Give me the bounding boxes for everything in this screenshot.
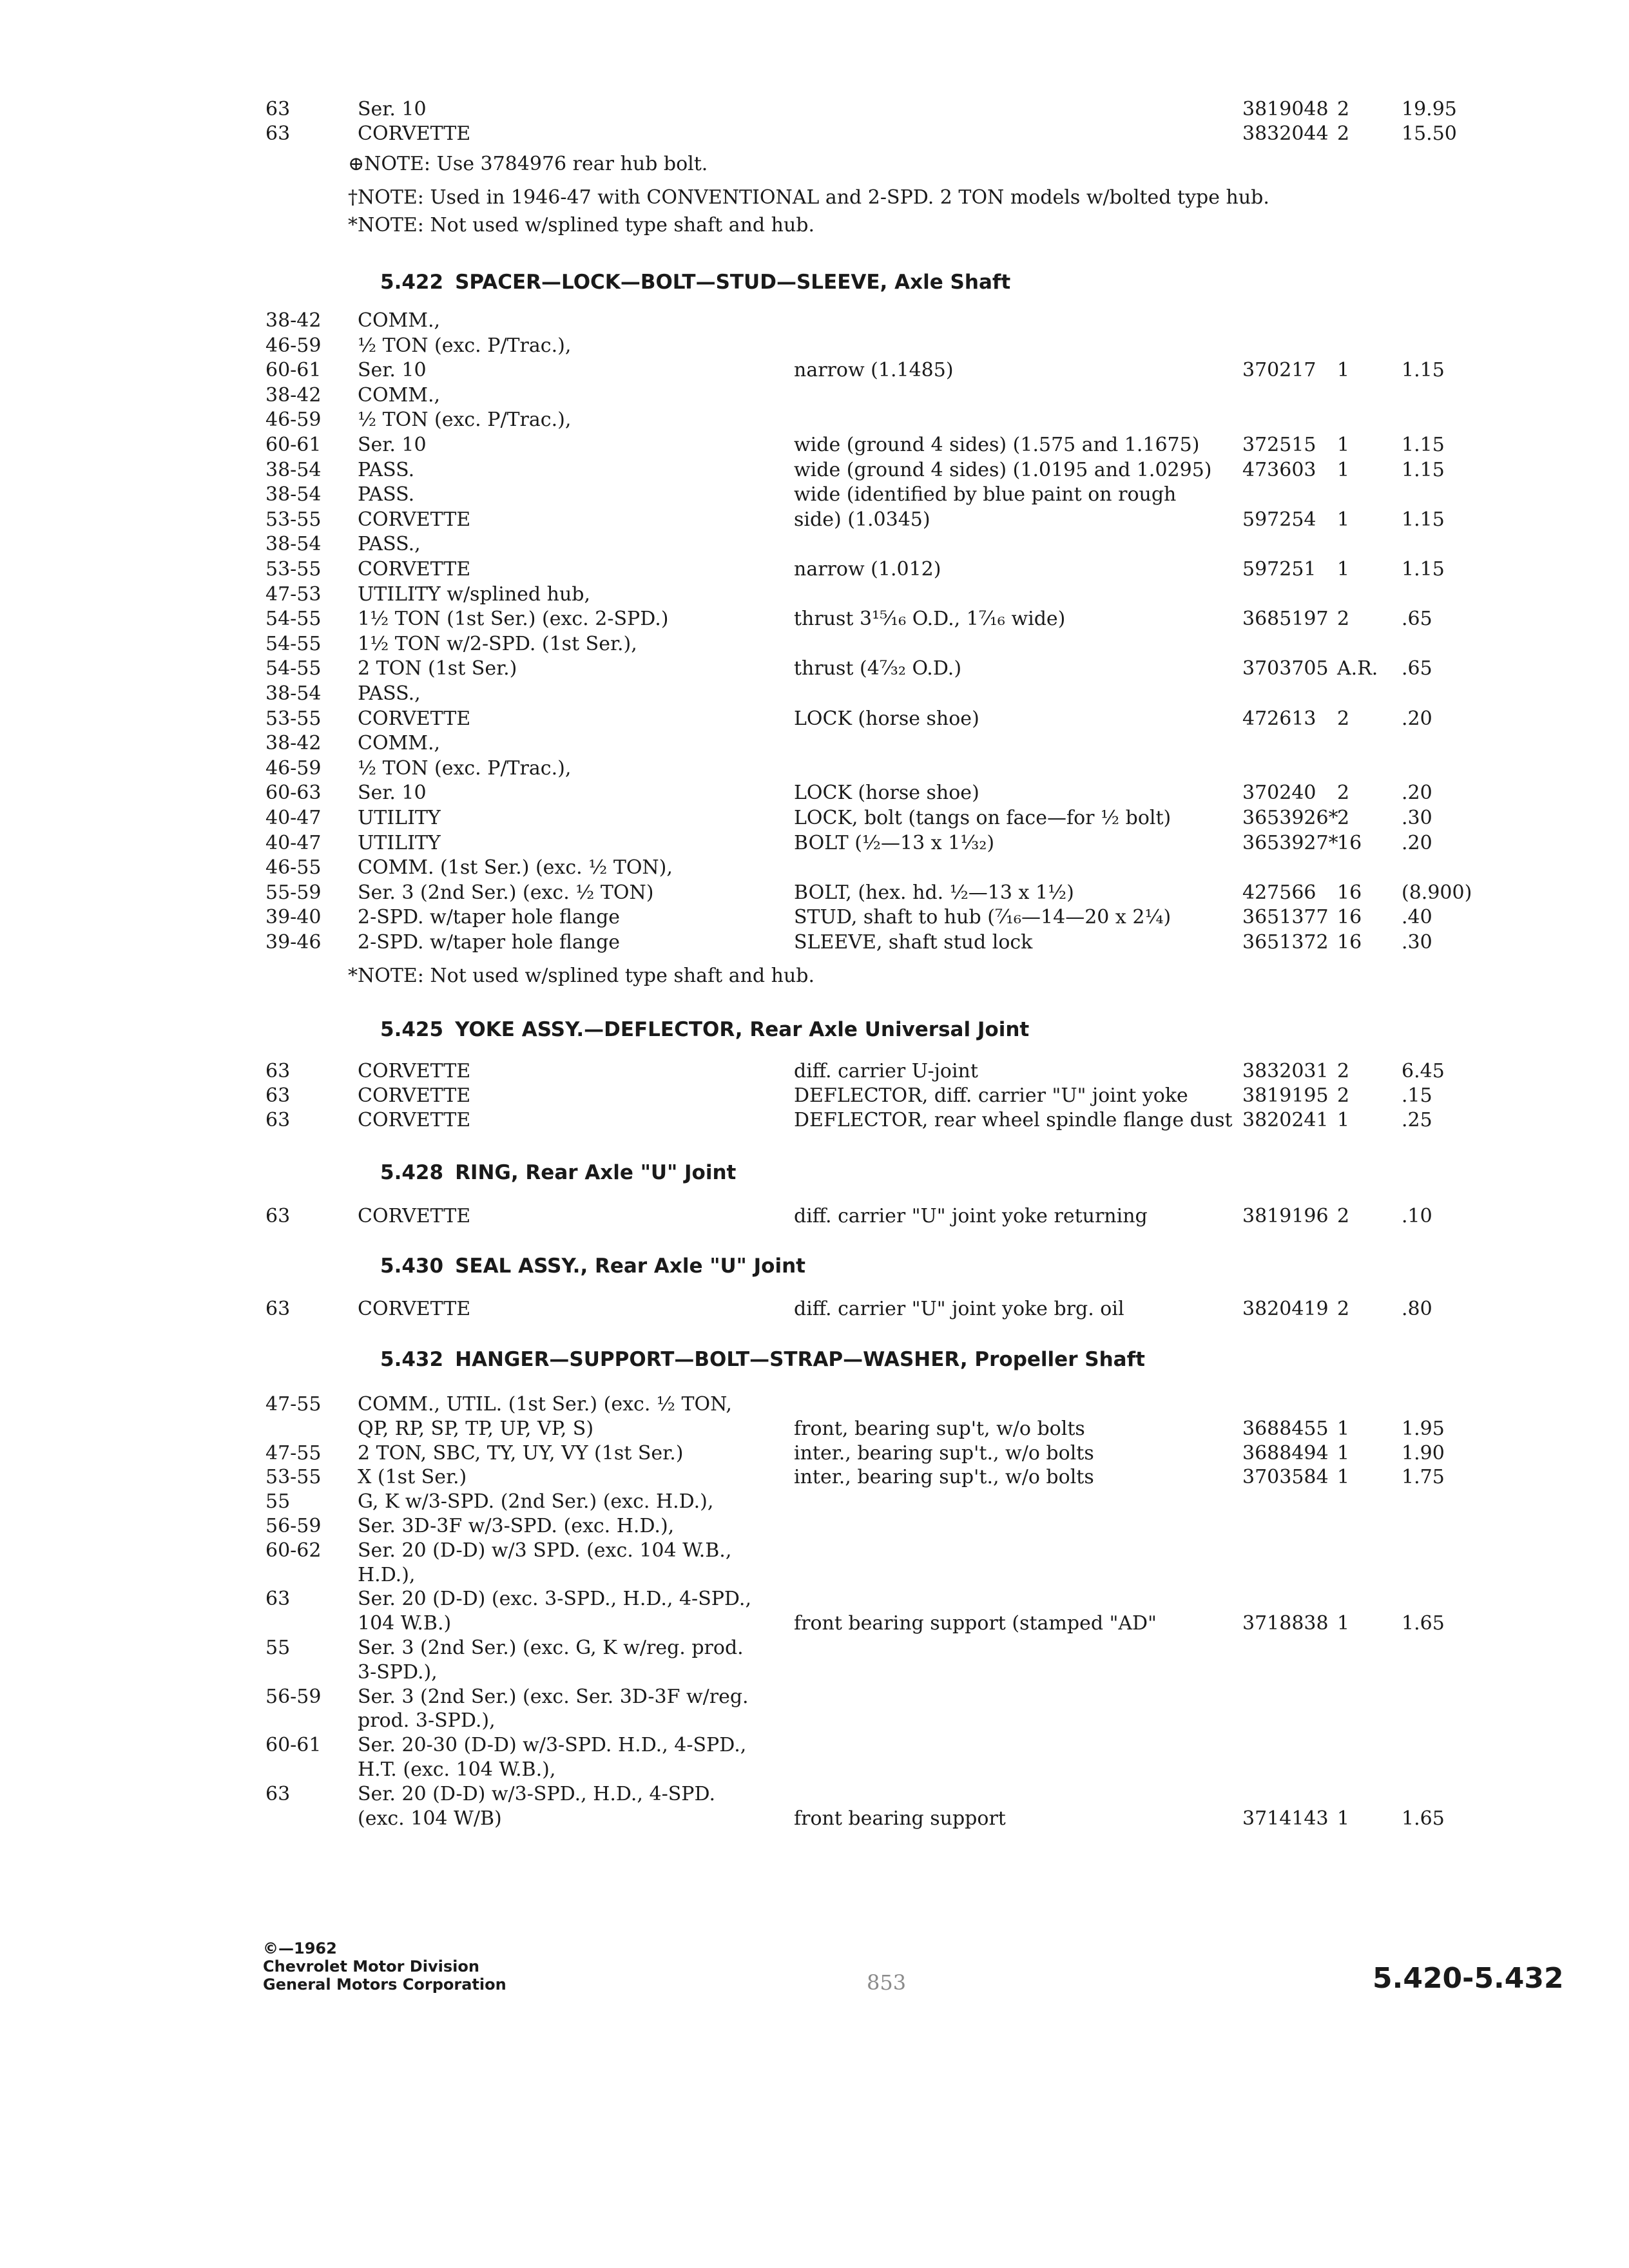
hub-bolt-note: ⊕NOTE: Use 3784976 rear hub bolt. bbox=[348, 153, 708, 175]
quantity-cell: 2 bbox=[1337, 122, 1350, 145]
application-cell: Ser. 20 (D-D) (exc. 3-SPD., H.D., 4-SPD., bbox=[358, 1588, 751, 1611]
year-cell: 40-47 bbox=[265, 831, 322, 854]
part-number-cell: 372515 bbox=[1242, 434, 1316, 456]
table-row bbox=[0, 1296, 1432, 1325]
division-name: Chevrolet Motor Division bbox=[263, 1957, 479, 1975]
part-number-cell: 3819195 bbox=[1242, 1084, 1329, 1107]
section-range: 5.420-5.432 bbox=[1373, 1962, 1564, 1995]
application-cell: 2 TON (1st Ser.) bbox=[358, 657, 517, 680]
price-cell: 1.75 bbox=[1402, 1466, 1445, 1489]
table-row bbox=[0, 681, 1353, 709]
year-cell: 54-55 bbox=[265, 632, 322, 655]
table-row bbox=[0, 780, 1432, 809]
price-cell: 1.65 bbox=[1402, 1807, 1445, 1830]
year-cell: 55-59 bbox=[265, 881, 322, 904]
year-cell: 56-59 bbox=[265, 1685, 322, 1708]
table-row bbox=[0, 880, 1472, 908]
quantity-cell: 16 bbox=[1337, 931, 1362, 954]
application-cell: H.D.), bbox=[358, 1563, 416, 1586]
year-cell: 53-55 bbox=[265, 1466, 322, 1489]
application-cell: COMM. (1st Ser.) (exc. ½ TON), bbox=[358, 856, 673, 879]
table-row bbox=[0, 358, 1445, 386]
section-title: SPACER—LOCK—BOLT—STUD—SLEEVE, Axle Shaft bbox=[455, 271, 1011, 294]
table-row bbox=[0, 333, 1353, 361]
table-row bbox=[0, 308, 1353, 336]
table-row bbox=[0, 121, 1457, 149]
section-title: YOKE ASSY.—DEFLECTOR, Rear Axle Universal Joint bbox=[455, 1018, 1030, 1041]
description-cell: narrow (1.1485) bbox=[794, 359, 954, 382]
application-cell: COMM., bbox=[358, 309, 441, 332]
application-cell: (exc. 104 W/B) bbox=[358, 1807, 502, 1830]
splined-note: *NOTE: Not used w/splined type shaft and hub. bbox=[348, 214, 815, 236]
table-row bbox=[0, 1108, 1432, 1136]
year-cell: 54-55 bbox=[265, 608, 322, 631]
application-cell: UTILITY bbox=[358, 831, 441, 854]
quantity-cell: 1 bbox=[1337, 508, 1350, 531]
year-cell: 60-63 bbox=[265, 782, 322, 805]
table-row bbox=[0, 407, 1353, 436]
table-row bbox=[0, 656, 1432, 684]
year-cell: 38-54 bbox=[265, 682, 322, 705]
section-heading-5-425 bbox=[380, 1017, 1029, 1043]
part-number-cell: 3651372 bbox=[1242, 931, 1329, 954]
description-cell: front bearing support (stamped "AD" bbox=[794, 1612, 1157, 1635]
quantity-cell: 1 bbox=[1337, 1466, 1350, 1489]
quantity-cell: 2 bbox=[1337, 782, 1350, 805]
part-number-cell: 3653927* bbox=[1242, 831, 1338, 854]
table-row bbox=[0, 1806, 1445, 1834]
application-cell: 2-SPD. w/taper hole flange bbox=[358, 931, 621, 954]
description-cell: LOCK, bolt (tangs on face—for ½ bolt) bbox=[794, 807, 1171, 829]
quantity-cell: 1 bbox=[1337, 1807, 1350, 1830]
page-number: 853 bbox=[867, 1970, 907, 1995]
year-cell: 39-40 bbox=[265, 906, 322, 929]
year-cell: 60-62 bbox=[265, 1539, 322, 1562]
section-number: 5.430 bbox=[380, 1254, 444, 1278]
conventional-note: †NOTE: Used in 1946-47 with CONVENTIONAL and 2-SPD. 2 TON models w/bolted type hub. bbox=[348, 186, 1269, 209]
year-cell: 39-46 bbox=[265, 931, 322, 954]
year-cell: 63 bbox=[265, 1205, 291, 1227]
year-cell: 54-55 bbox=[265, 657, 322, 680]
part-number-cell: 3718838 bbox=[1242, 1612, 1329, 1635]
price-cell: .40 bbox=[1402, 906, 1432, 929]
year-cell: 38-42 bbox=[265, 732, 322, 755]
application-cell: Ser. 3 (2nd Ser.) (exc. Ser. 3D-3F w/reg. bbox=[358, 1685, 749, 1708]
price-cell: .30 bbox=[1402, 807, 1432, 829]
quantity-cell: 2 bbox=[1337, 1060, 1350, 1082]
application-cell: CORVETTE bbox=[358, 508, 471, 531]
section-heading-5-432 bbox=[380, 1347, 1145, 1372]
description-cell: thrust 3¹⁵⁄₁₆ O.D., 1⁷⁄₁₆ wide) bbox=[794, 608, 1066, 631]
year-cell: 63 bbox=[265, 1298, 291, 1320]
application-cell: ½ TON (exc. P/Trac.), bbox=[358, 334, 572, 357]
quantity-cell: 2 bbox=[1337, 98, 1350, 120]
part-number-cell: 597254 bbox=[1242, 508, 1316, 531]
application-cell: ½ TON (exc. P/Trac.), bbox=[358, 408, 572, 432]
quantity-cell: 16 bbox=[1337, 906, 1362, 929]
price-cell: 1.15 bbox=[1402, 558, 1445, 581]
year-cell: 46-59 bbox=[265, 408, 322, 432]
description-cell: narrow (1.012) bbox=[794, 558, 941, 581]
year-cell: 60-61 bbox=[265, 1734, 322, 1757]
table-row bbox=[0, 805, 1432, 834]
section-number: 5.428 bbox=[380, 1161, 444, 1184]
quantity-cell: 2 bbox=[1337, 1084, 1350, 1107]
application-cell: Ser. 10 bbox=[358, 359, 427, 382]
quantity-cell: 1 bbox=[1337, 1441, 1350, 1465]
year-cell: 38-54 bbox=[265, 458, 322, 481]
description-cell: STUD, shaft to hub (⁷⁄₁₆—14—20 x 2¼) bbox=[794, 906, 1171, 929]
application-cell: Ser. 10 bbox=[358, 782, 427, 805]
price-cell: .15 bbox=[1402, 1084, 1432, 1107]
description-cell: inter., bearing sup't., w/o bolts bbox=[794, 1441, 1094, 1465]
section-number: 5.432 bbox=[380, 1348, 444, 1371]
part-number-cell: 3651377 bbox=[1242, 906, 1329, 929]
table-row bbox=[0, 482, 1353, 510]
year-cell: 63 bbox=[265, 1084, 291, 1107]
table-row bbox=[0, 930, 1432, 958]
part-number-cell: 3819196 bbox=[1242, 1205, 1329, 1227]
table-row bbox=[0, 905, 1432, 933]
quantity-cell: A.R. bbox=[1337, 657, 1378, 680]
description-cell: front, bearing sup't, w/o bolts bbox=[794, 1417, 1085, 1440]
year-cell: 63 bbox=[265, 1782, 291, 1805]
quantity-cell: 2 bbox=[1337, 1298, 1350, 1320]
table-row bbox=[0, 756, 1353, 784]
year-cell: 60-61 bbox=[265, 434, 322, 456]
section-title: HANGER—SUPPORT—BOLT—STRAP—WASHER, Propeller Shaft bbox=[455, 1348, 1145, 1371]
description-cell: DEFLECTOR, diff. carrier "U" joint yoke bbox=[794, 1084, 1188, 1107]
description-cell: wide (identified by blue paint on rough bbox=[794, 483, 1177, 506]
part-number-cell: 427566 bbox=[1242, 881, 1316, 904]
section-number: 5.422 bbox=[380, 271, 444, 294]
section-heading-5-430 bbox=[380, 1253, 805, 1279]
part-number-cell: 370217 bbox=[1242, 359, 1316, 382]
application-cell: prod. 3-SPD.), bbox=[358, 1709, 496, 1733]
year-cell: 63 bbox=[265, 1109, 291, 1131]
part-number-cell: 3688494 bbox=[1242, 1441, 1329, 1465]
part-number-cell: 473603 bbox=[1242, 458, 1316, 481]
price-cell: .80 bbox=[1402, 1298, 1432, 1320]
application-cell: Ser. 20 (D-D) w/3 SPD. (exc. 104 W.B., bbox=[358, 1539, 732, 1562]
description-cell: BOLT (½—13 x 1¹⁄₃₂) bbox=[794, 831, 995, 854]
description-cell: LOCK (horse shoe) bbox=[794, 782, 979, 805]
application-cell: Ser. 10 bbox=[358, 98, 427, 120]
year-cell: 53-55 bbox=[265, 558, 322, 581]
section-number: 5.425 bbox=[380, 1018, 444, 1041]
copyright: ©—1962 bbox=[263, 1939, 337, 1957]
year-cell: 38-54 bbox=[265, 483, 322, 506]
description-cell: SLEEVE, shaft stud lock bbox=[794, 931, 1033, 954]
year-cell: 46-59 bbox=[265, 334, 322, 357]
description-cell: diff. carrier "U" joint yoke returning bbox=[794, 1205, 1148, 1227]
application-cell: 3-SPD.), bbox=[358, 1660, 438, 1684]
application-cell: COMM., bbox=[358, 383, 441, 407]
quantity-cell: 1 bbox=[1337, 458, 1350, 481]
year-cell: 53-55 bbox=[265, 508, 322, 531]
quantity-cell: 1 bbox=[1337, 434, 1350, 456]
year-cell: 38-54 bbox=[265, 533, 322, 556]
part-number-cell: 3820419 bbox=[1242, 1298, 1329, 1320]
application-cell: Ser. 20-30 (D-D) w/3-SPD. H.D., 4-SPD., bbox=[358, 1734, 747, 1757]
year-cell: 38-42 bbox=[265, 309, 322, 332]
quantity-cell: 2 bbox=[1337, 608, 1350, 631]
table-row bbox=[0, 432, 1445, 461]
quantity-cell: 1 bbox=[1337, 1109, 1350, 1131]
quantity-cell: 2 bbox=[1337, 1205, 1350, 1227]
price-cell: 1.15 bbox=[1402, 359, 1445, 382]
application-cell: PASS., bbox=[358, 682, 421, 705]
application-cell: 2-SPD. w/taper hole flange bbox=[358, 906, 621, 929]
part-number-cell: 3653926* bbox=[1242, 807, 1338, 829]
table-row bbox=[0, 532, 1353, 560]
application-cell: UTILITY bbox=[358, 807, 441, 829]
application-cell: UTILITY w/splined hub, bbox=[358, 582, 591, 606]
year-cell: 63 bbox=[265, 1060, 291, 1082]
section-note: *NOTE: Not used w/splined type shaft and hub. bbox=[348, 965, 815, 987]
description-cell: BOLT, (hex. hd. ½—13 x 1½) bbox=[794, 881, 1074, 904]
year-cell: 63 bbox=[265, 98, 291, 120]
description-cell: wide (ground 4 sides) (1.575 and 1.1675) bbox=[794, 434, 1200, 456]
price-cell: 1.15 bbox=[1402, 508, 1445, 531]
application-cell: Ser. 10 bbox=[358, 434, 427, 456]
section-heading-5-422 bbox=[380, 269, 1010, 295]
price-cell: .30 bbox=[1402, 931, 1432, 954]
application-cell: CORVETTE bbox=[358, 1060, 471, 1082]
application-cell: 1½ TON w/2-SPD. (1st Ser.), bbox=[358, 632, 637, 655]
application-cell: CORVETTE bbox=[358, 1109, 471, 1131]
year-cell: 53-55 bbox=[265, 707, 322, 730]
description-cell: diff. carrier "U" joint yoke brg. oil bbox=[794, 1298, 1124, 1320]
application-cell: CORVETTE bbox=[358, 1298, 471, 1320]
price-cell: 1.15 bbox=[1402, 458, 1445, 481]
application-cell: 104 W.B.) bbox=[358, 1612, 452, 1635]
quantity-cell: 2 bbox=[1337, 707, 1350, 730]
table-row bbox=[0, 831, 1432, 859]
price-cell: 1.90 bbox=[1402, 1441, 1445, 1465]
description-cell: LOCK (horse shoe) bbox=[794, 707, 979, 730]
application-cell: Ser. 3 (2nd Ser.) (exc. G, K w/reg. prod. bbox=[358, 1637, 744, 1659]
price-cell: .20 bbox=[1402, 707, 1432, 730]
part-number-cell: 3714143 bbox=[1242, 1807, 1329, 1830]
price-cell: .25 bbox=[1402, 1109, 1432, 1131]
application-cell: Ser. 3D-3F w/3-SPD. (exc. H.D.), bbox=[358, 1515, 675, 1537]
price-cell: .20 bbox=[1402, 782, 1432, 805]
part-number-cell: 3832031 bbox=[1242, 1060, 1329, 1082]
price-cell: (8.900) bbox=[1402, 881, 1472, 904]
price-cell: .10 bbox=[1402, 1205, 1432, 1227]
part-number-cell: 3685197 bbox=[1242, 608, 1329, 631]
application-cell: COMM., UTIL. (1st Ser.) (exc. ½ TON, bbox=[358, 1393, 732, 1416]
price-cell: 1.15 bbox=[1402, 434, 1445, 456]
year-cell: 55 bbox=[265, 1490, 291, 1514]
table-row bbox=[0, 383, 1353, 411]
year-cell: 47-55 bbox=[265, 1441, 322, 1465]
part-number-cell: 597251 bbox=[1242, 558, 1316, 581]
price-cell: .65 bbox=[1402, 657, 1432, 680]
description-cell: inter., bearing sup't., w/o bolts bbox=[794, 1466, 1094, 1489]
application-cell: CORVETTE bbox=[358, 1084, 471, 1107]
table-row bbox=[0, 507, 1445, 535]
price-cell: .65 bbox=[1402, 608, 1432, 631]
application-cell: CORVETTE bbox=[358, 122, 471, 145]
description-cell: side) (1.0345) bbox=[794, 508, 930, 531]
part-number-cell: 3703705 bbox=[1242, 657, 1329, 680]
year-cell: 63 bbox=[265, 1588, 291, 1611]
price-cell: 15.50 bbox=[1402, 122, 1457, 145]
application-cell: 2 TON, SBC, TY, UY, VY (1st Ser.) bbox=[358, 1441, 684, 1465]
quantity-cell: 16 bbox=[1337, 831, 1362, 854]
publisher-block bbox=[263, 1939, 506, 1994]
corporation-name: General Motors Corporation bbox=[263, 1975, 506, 1994]
section-title: RING, Rear Axle "U" Joint bbox=[455, 1161, 737, 1184]
part-number-cell: 3819048 bbox=[1242, 98, 1329, 120]
application-cell: ½ TON (exc. P/Trac.), bbox=[358, 756, 572, 780]
price-cell: 6.45 bbox=[1402, 1060, 1445, 1082]
year-cell: 46-59 bbox=[265, 756, 322, 780]
application-cell: PASS., bbox=[358, 533, 421, 556]
price-cell: 19.95 bbox=[1402, 98, 1457, 120]
table-row bbox=[0, 855, 1353, 883]
table-row bbox=[0, 731, 1353, 759]
price-cell: 1.95 bbox=[1402, 1417, 1445, 1440]
description-cell: DEFLECTOR, rear wheel spindle flange dust bbox=[794, 1109, 1233, 1131]
year-cell: 63 bbox=[265, 122, 291, 145]
quantity-cell: 1 bbox=[1337, 359, 1350, 382]
description-cell: wide (ground 4 sides) (1.0195 and 1.0295) bbox=[794, 458, 1212, 481]
year-cell: 46-55 bbox=[265, 856, 322, 879]
year-cell: 47-53 bbox=[265, 582, 322, 606]
application-cell: CORVETTE bbox=[358, 1205, 471, 1227]
application-cell: PASS. bbox=[358, 458, 415, 481]
application-cell: PASS. bbox=[358, 483, 415, 506]
application-cell: Ser. 20 (D-D) w/3-SPD., H.D., 4-SPD. bbox=[358, 1782, 715, 1805]
quantity-cell: 2 bbox=[1337, 807, 1350, 829]
application-cell: CORVETTE bbox=[358, 558, 471, 581]
part-number-cell: 3688455 bbox=[1242, 1417, 1329, 1440]
application-cell: COMM., bbox=[358, 732, 441, 755]
description-cell: diff. carrier U-joint bbox=[794, 1060, 978, 1082]
quantity-cell: 1 bbox=[1337, 558, 1350, 581]
section-title: SEAL ASSY., Rear Axle "U" Joint bbox=[455, 1254, 805, 1278]
part-number-cell: 472613 bbox=[1242, 707, 1316, 730]
application-cell: H.T. (exc. 104 W.B.), bbox=[358, 1758, 556, 1781]
application-cell: Ser. 3 (2nd Ser.) (exc. ½ TON) bbox=[358, 881, 654, 904]
description-cell: front bearing support bbox=[794, 1807, 1006, 1830]
year-cell: 47-55 bbox=[265, 1393, 322, 1416]
application-cell: CORVETTE bbox=[358, 707, 471, 730]
table-row bbox=[0, 606, 1432, 635]
table-row bbox=[0, 582, 1353, 610]
table-row bbox=[0, 1204, 1432, 1232]
price-cell: .20 bbox=[1402, 831, 1432, 854]
part-number-cell: 3832044 bbox=[1242, 122, 1329, 145]
application-cell: QP, RP, SP, TP, UP, VP, S) bbox=[358, 1417, 594, 1440]
part-number-cell: 370240 bbox=[1242, 782, 1316, 805]
part-number-cell: 3703584 bbox=[1242, 1466, 1329, 1489]
table-row bbox=[0, 457, 1445, 486]
section-heading-5-428 bbox=[380, 1160, 736, 1186]
price-cell: 1.65 bbox=[1402, 1612, 1445, 1635]
quantity-cell: 1 bbox=[1337, 1612, 1350, 1635]
quantity-cell: 16 bbox=[1337, 881, 1362, 904]
year-cell: 38-42 bbox=[265, 383, 322, 407]
application-cell: G, K w/3-SPD. (2nd Ser.) (exc. H.D.), bbox=[358, 1490, 714, 1514]
description-cell: thrust (4⁷⁄₃₂ O.D.) bbox=[794, 657, 962, 680]
year-cell: 60-61 bbox=[265, 359, 322, 382]
table-row bbox=[0, 631, 1353, 660]
application-cell: 1½ TON (1st Ser.) (exc. 2-SPD.) bbox=[358, 608, 669, 631]
year-cell: 55 bbox=[265, 1637, 291, 1659]
year-cell: 56-59 bbox=[265, 1515, 322, 1537]
quantity-cell: 1 bbox=[1337, 1417, 1350, 1440]
part-number-cell: 3820241 bbox=[1242, 1109, 1329, 1131]
table-row bbox=[0, 706, 1432, 735]
year-cell: 40-47 bbox=[265, 807, 322, 829]
application-cell: X (1st Ser.) bbox=[358, 1466, 467, 1489]
table-row bbox=[0, 557, 1445, 585]
